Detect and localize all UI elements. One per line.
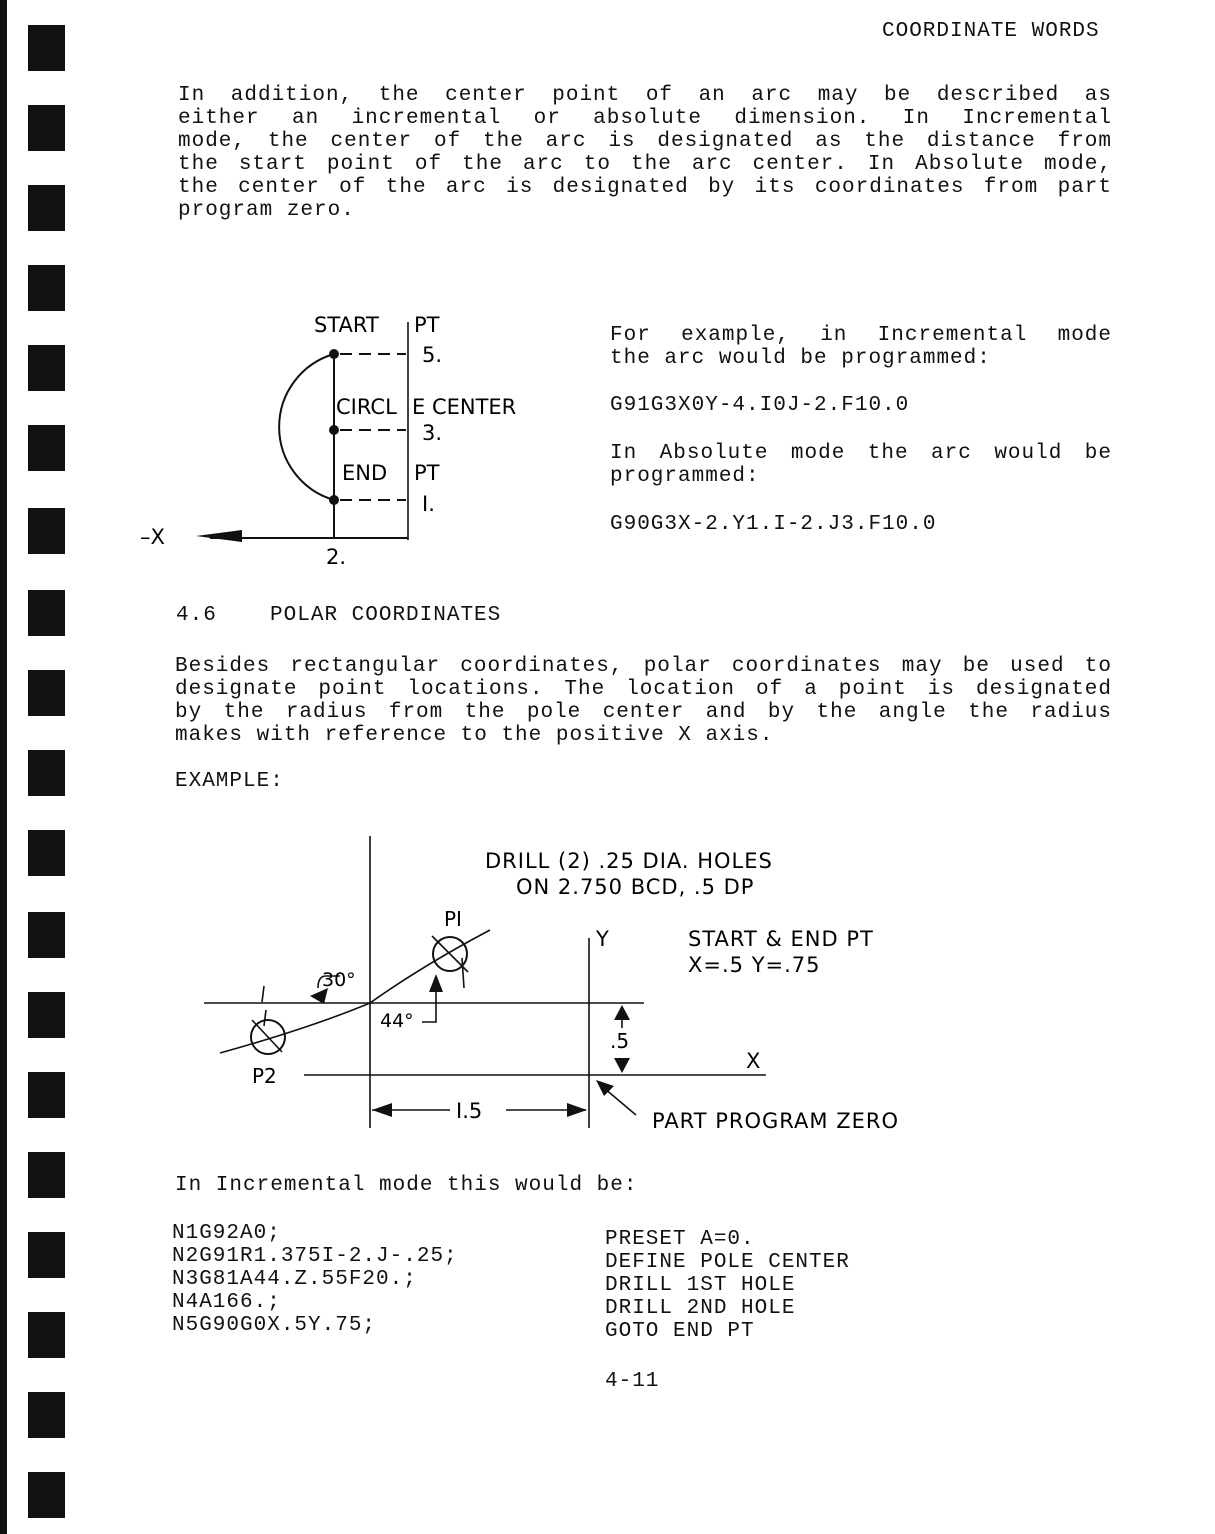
angle-44-leader [422,990,436,1022]
drill-note-line2: ON 2.750 BCD, .5 DP [516,875,755,899]
text-line: Besides rectangular coordinates, polar coordinates may be used to [175,655,1112,678]
binder-hole [28,1312,65,1358]
program-comment-line: PRESET A=0. [605,1228,755,1251]
start-label-pt: PT [414,313,440,337]
incremental-intro: In Incremental mode this would be: [175,1174,638,1197]
binder-hole [28,25,65,71]
arc-example-absolute [610,442,1112,488]
x-axis-label: X [746,1049,761,1073]
dim-arrow-up [614,1005,630,1020]
text-line: either an incremental or absolute dimension. In Incremental [178,107,1112,130]
start-end-coords: X=.5 Y=.75 [688,953,821,977]
drill-note-line1: DRILL (2) .25 DIA. HOLES [485,849,773,873]
example-label: EXAMPLE: [175,770,284,793]
page-number: 4-11 [605,1370,660,1393]
end-point [329,495,339,505]
polar-paragraph [175,655,1112,747]
neg-x-label: –X [140,525,165,549]
binder-hole [28,992,65,1038]
center-label: E CENTER [412,395,517,419]
text-line: In addition, the center point of an arc may be described as [178,84,1112,107]
scan-edge [0,0,7,1534]
dim-arrow-right [567,1103,587,1117]
text-line: program zero. [178,199,355,222]
p1-label: PI [444,907,462,931]
program-comment-line: DRILL 2ND HOLE [605,1297,796,1320]
end-label: END [342,461,388,485]
section-number: 4.6 [176,604,217,627]
end-label-pt: PT [414,461,440,485]
label-2: 2. [326,545,347,569]
arc-example [610,324,1112,370]
text-line: makes with reference to the positive X axis. [175,724,774,747]
text-line: the start point of the arc to the arc center. In Absolute mode, [178,153,1112,176]
binder-hole [28,590,65,636]
circle-label: CIRCL [336,395,397,419]
polar-diagram [200,830,940,1140]
binder-hole [28,508,65,554]
binder-hole [28,105,65,151]
ppz-label: PART PROGRAM ZERO [652,1109,899,1133]
text-line: by the radius from the pole center and by the angle the radius [175,701,1112,724]
y-axis-label: Y [596,927,609,951]
text-line: the arc would be programmed: [610,347,991,370]
binder-hole [28,1232,65,1278]
p2-label: P2 [252,1064,277,1088]
arc-path [279,354,334,500]
program-code-line: N5G90G0X.5Y.75; [172,1314,377,1337]
dim-05-label: .5 [610,1029,630,1053]
text-line: mode, the center of the arc is designated as the distance from [178,130,1112,153]
binder-hole [28,912,65,958]
binder-hole [28,1152,65,1198]
text-line: For example, in Incremental mode [610,324,1112,347]
angle-30-label: 30° [322,969,356,991]
start-end-label: START & END PT [688,927,874,951]
incremental-code: G91G3X0Y-4.I0J-2.F10.0 [610,394,910,417]
start-point [329,349,339,359]
text-line: programmed: [610,465,760,488]
program-comment-line: DRILL 1ST HOLE [605,1274,796,1297]
binder-hole [28,1472,65,1518]
binder-hole [28,425,65,471]
arc-diagram [130,300,570,580]
binder-hole [28,830,65,876]
label-5: 5. [422,343,443,367]
binder-hole [28,670,65,716]
program-code-line: N4A166.; [172,1291,281,1314]
program-comment-line: GOTO END PT [605,1320,755,1343]
page-header: COORDINATE WORDS [882,20,1100,43]
start-label: START [314,313,379,337]
angle-44-arrow [429,974,443,992]
polar-radius-line [220,930,490,1053]
section-title: POLAR COORDINATES [270,604,502,627]
section-heading [176,604,501,627]
dim-arrow-down [614,1058,630,1073]
binder-hole [28,750,65,796]
binder-hole [28,185,65,231]
program-comments [605,1228,850,1343]
binder-hole [28,1392,65,1438]
intro-paragraph [178,84,1112,222]
program-code-line: N2G91R1.375I-2.J-.25; [172,1245,458,1268]
label-3: 3. [422,421,443,445]
text-line: In Absolute mode the arc would be [610,442,1112,465]
center-point [329,425,339,435]
program-comment-line: DEFINE POLE CENTER [605,1251,850,1274]
program-code-line: N3G81A44.Z.55F20.; [172,1268,417,1291]
dim-15-label: I.5 [456,1099,483,1123]
absolute-code: G90G3X-2.Y1.I-2.J3.F10.0 [610,513,937,536]
angle-44-label: 44° [380,1010,414,1032]
label-1: I. [422,492,435,516]
dim-arrow-left [372,1103,392,1117]
binder-hole [28,265,65,311]
program-codes [172,1222,458,1337]
program-code-line: N1G92A0; [172,1222,281,1245]
text-line: designate point locations. The location of a point is designated [175,678,1112,701]
text-line: the center of the arc is designated by its coordinates from part [178,176,1112,199]
binder-hole [28,345,65,391]
x-axis-arrow [196,530,242,542]
binder-hole [28,1072,65,1118]
